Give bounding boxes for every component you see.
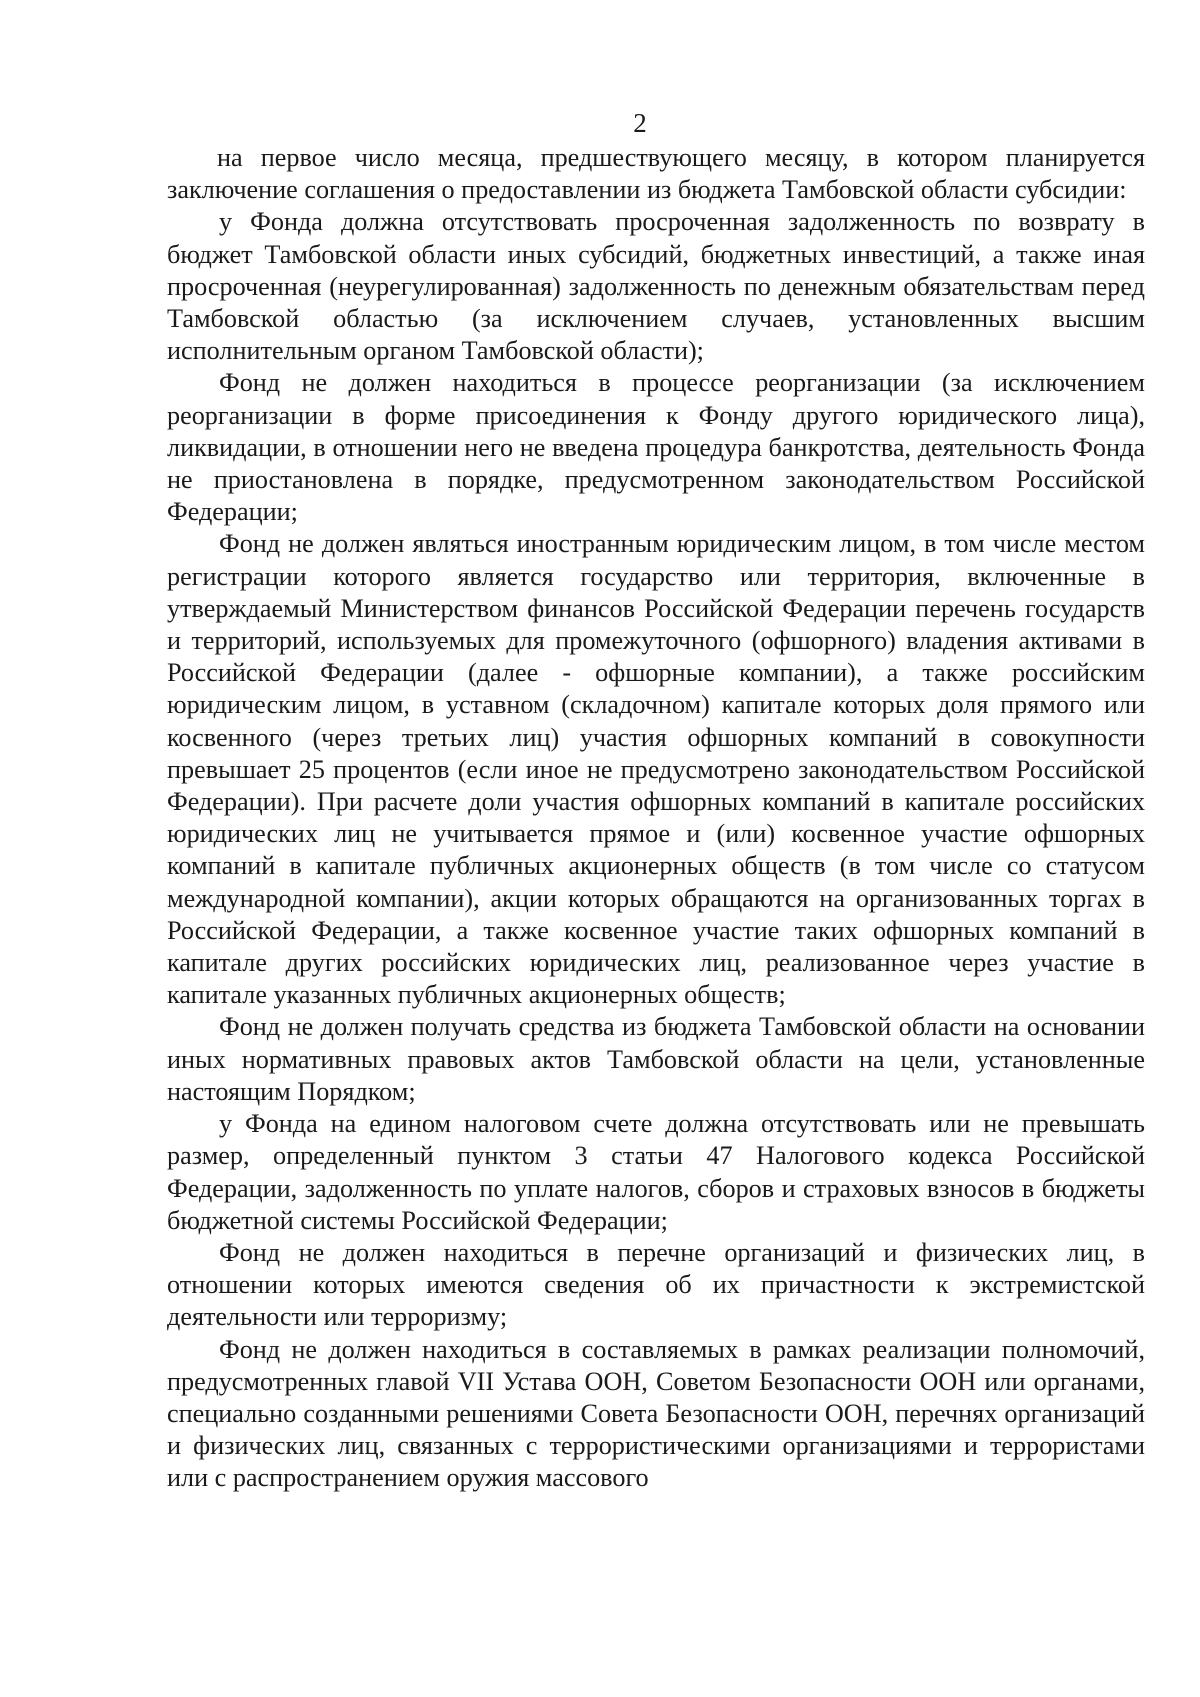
paragraph-tax-debt: у Фонда на едином налоговом счете должна отсутствовать или не превышать размер, определенный пунктом 3 статьи 47 Налогового кодекса Российской Федерации, задолженность по уплате налогов, сборов и страховых взносов в бюджеты бюджетной системы Российской Федерации; <box>167 1109 1145 1235</box>
paragraph-extremism-list: Фонд не должен находиться в перечне организаций и физических лиц, в отношении которых имеются сведения об их причастности к экстремистской деятельности или терроризму; <box>167 1237 1145 1332</box>
paragraph-un-sanctions: Фонд не должен находиться в составляемых в рамках реализации полномочий, предусмотренных главой VII Устава ООН, Советом Безопасности ООН или органами, специально созданными решениями Совета Безопасности ООН, перечнях организаций и физических лиц, связанных с террористическими организациями и террористами или с распространением оружия массового <box>167 1334 1145 1493</box>
paragraph-other-funding: Фонд не должен получать средства из бюджета Тамбовской области на основании иных нормативных правовых актов Тамбовской области на цели, установленные настоящим Порядком; <box>167 1012 1145 1106</box>
paragraph-reorganization: Фонд не должен находиться в процессе реорганизации (за исключением реорганизации в форме присоединения к Фонду другого юридического лица), ликвидации, в отношении него не введена процедура банкротства, деятельность Фонда не приостановлена в порядке, предусмотренном законодательством Российской Федерации; <box>167 368 1145 527</box>
paragraph-intro: на первое число месяца, предшествующего месяцу, в котором планируется заключение соглашения о предоставлении из бюджета Тамбовской области субсидии: <box>167 143 1145 205</box>
paragraph-overdue-debt: у Фонда должна отсутствовать просроченная задолженность по возврату в бюджет Тамбовской области иных субсидий, бюджетных инвестиций, а также иная просроченная (неурегулированная) задолженность по денежным обязательствам перед Тамбовской областью (за исключением случаев, установленных высшим исполнительным органом Тамбовской области); <box>167 207 1145 366</box>
paragraph-foreign-entity: Фонд не должен являться иностранным юридическим лицом, в том числе местом регистрации которого является государство или территория, включенные в утверждаемый Министерством финансов Российской Федерации перечень государств и территорий, используемых для промежуточного (офшорного) владения активами в Российской Федерации (далее - офшорные компании), а также российским юридическим лицом, в уставном (складочном) капитале которых доля прямого или косвенного (через третьих лиц) участия офшорных компаний в совокупности превышает 25 процентов (если иное не предусмотрено законодательством Российской Федерации). При расчете доли участия офшорных компаний в капитале российских юридических лиц не учитывается прямое и (или) косвенное участие офшорных компаний в капитале публичных акционерных обществ (в том числе со статусом международной компании), акции которых обращаются на организованных торгах в Российской Федерации, а также косвенное участие таких офшорных компаний в капитале других российских юридических лиц, реализованное через участие в капитале указанных публичных акционерных обществ; <box>167 529 1145 1010</box>
document-body <box>167 142 1145 1495</box>
page-number: 2 <box>633 108 647 138</box>
